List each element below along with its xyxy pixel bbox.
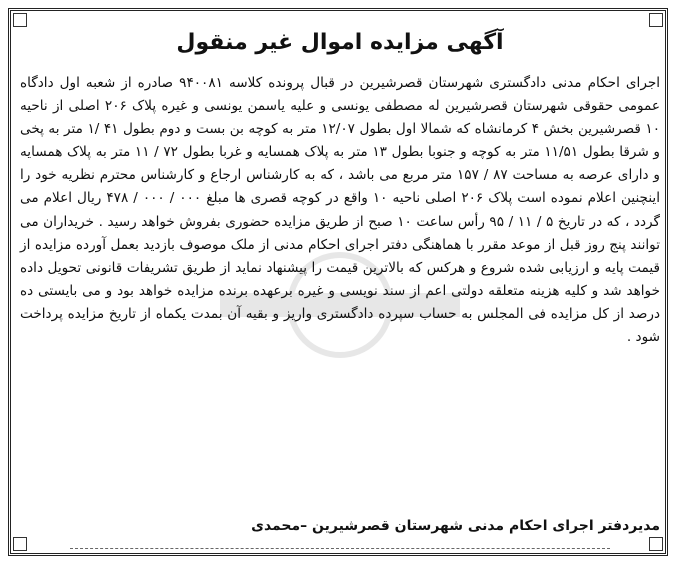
corner-ornament xyxy=(13,537,27,551)
notice-body: اجرای احکام مدنی دادگستری شهرستان قصرشیرین در قبال پرونده کلاسه ۹۴۰۰۸۱ صادره از شعبه اول دادگاه عمومی حقوقی شهرستان قصرشیرین له مصطفی یونسی و علیه یاسمن یونسی و غیره پلاک ۲۰۶ اصلی از ناحیه ۱۰ قصرشیرین بخش ۴ کرمانشاه که شمالا اول بطول ۱۲/۰۷ متر به کوچه بن بست و دوم بطول ۴۱ /۱ متر به پخی و شرقا بطول ۱۱/۵۱ متر به کوچه و جنوبا بطول ۱۳ متر به پلاک همسایه و غربا بطول ۷۲ / ۱۱ متر به پلاک همسایه و دارای عرصه به مساحت ۸۷ / ۱۵۷ متر مربع می باشد ، که به کارشناس ارجاع و کارشناس محترم نظریه خود را اینچنین اعلام نموده است پلاک ۲۰۶ اصلی ناحیه ۱۰ واقع در کوچه قصری ها مبلغ ۰۰۰ / ۰۰۰ / ۴۷۸ ریال اعلام می گردد ، که در تاریخ ۵ / ۱۱ / ۹۵ رأس ساعت ۱۰ صبح از طریق مزایده حضوری بفروش خواهد رسید . خریداران می توانند پنج روز قبل از موعد مقرر با هماهنگی دفتر اجرای احکام مدنی از ملک موصوف بازدید بعمل آورده مزایده از قیمت پایه و ارزیابی شده شروع و هرکس که بالاترین قیمت را پیشنهاد نماید از طریق تشریفات قانونی تحویل داده خواهد شد و کلیه هزینه متعلقه دولتی اعم از سند نویسی و غیره برعهده برنده مزایده خواهد بود و می بایستی ده درصد از کل مزایده فی المجلس به حساب سپرده دادگستری واریز و بقیه آن بمدت یکماه از تاریخ مزایده پرداخت شود . xyxy=(20,75,661,346)
corner-ornament xyxy=(649,13,663,27)
notice-title: آگهی مزایده اموال غیر منقول xyxy=(176,30,504,55)
notice-signature: مدیردفتر اجرای احکام مدنی شهرستان قصرشیرین –محمدی xyxy=(251,518,660,534)
corner-ornament xyxy=(13,13,27,27)
corner-ornament xyxy=(649,537,663,551)
bottom-divider xyxy=(70,548,610,549)
